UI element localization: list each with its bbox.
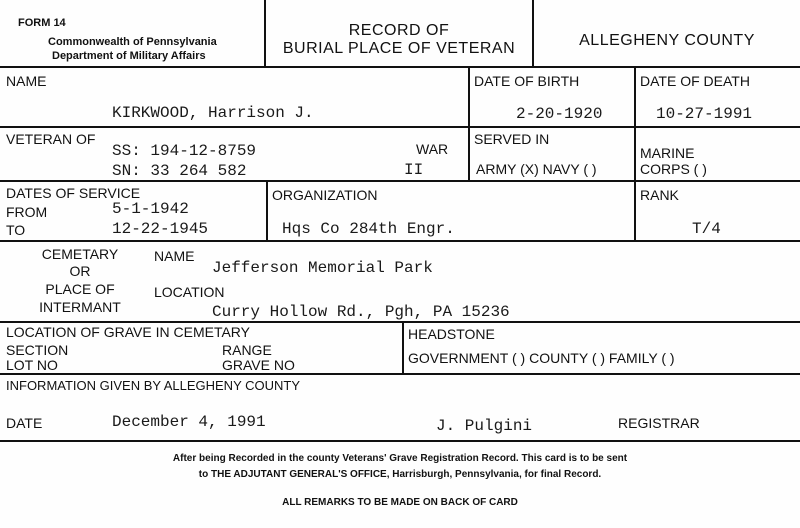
service-to-date: 12-22-1945 bbox=[112, 220, 209, 238]
cemetery-side-label-1: CEMETARY bbox=[41, 246, 119, 262]
rank-value: T/4 bbox=[692, 220, 721, 238]
divider-veteran bbox=[0, 180, 800, 182]
form-title-line-2: BURIAL PLACE OF VETERAN bbox=[282, 40, 516, 57]
organization-label: ORGANIZATION bbox=[272, 187, 378, 203]
info-given-label: INFORMATION GIVEN BY ALLEGHENY COUNTY bbox=[6, 378, 301, 393]
dod-label: DATE OF DEATH bbox=[640, 73, 750, 89]
footer-remarks: ALL REMARKS TO BE MADE ON BACK OF CARD bbox=[282, 497, 518, 508]
sn-number: SN: 33 264 582 bbox=[112, 162, 247, 180]
cemetery-name-value: Jefferson Memorial Park bbox=[212, 259, 433, 277]
cemetery-side-label-4: INTERMANT bbox=[39, 299, 121, 315]
vdivider-service bbox=[266, 180, 268, 240]
ss-number: SS: 194-12-8759 bbox=[112, 142, 257, 160]
range-label: RANGE bbox=[222, 342, 272, 358]
to-label: TO bbox=[6, 222, 26, 238]
registrar-name: J. Pulgini bbox=[436, 417, 533, 435]
dob-label: DATE OF BIRTH bbox=[474, 73, 580, 89]
divider-header bbox=[0, 66, 800, 68]
form-number: FORM 14 bbox=[18, 17, 66, 29]
date-value: December 4, 1991 bbox=[112, 413, 266, 431]
from-label: FROM bbox=[6, 204, 48, 220]
divider-cemetery bbox=[0, 321, 800, 323]
veteran-name: KIRKWOOD, Harrison J. bbox=[112, 104, 314, 122]
veteran-of-label: VETERAN OF bbox=[6, 131, 96, 147]
agency-line-2: Department of Military Affairs bbox=[52, 50, 206, 62]
lot-label: LOT NO bbox=[6, 357, 58, 373]
cemetery-location-label: LOCATION bbox=[154, 284, 225, 300]
cemetery-side-label-3: PLACE OF bbox=[45, 281, 115, 297]
divider-grave bbox=[0, 373, 800, 375]
dob-value: 2-20-1920 bbox=[516, 105, 603, 123]
cemetery-location-value: Curry Hollow Rd., Pgh, PA 15236 bbox=[212, 303, 510, 321]
war-label: WAR bbox=[416, 141, 449, 157]
cemetery-side-label-2: OR bbox=[69, 263, 91, 279]
vdivider-header-2 bbox=[532, 0, 534, 66]
war-value: II bbox=[404, 161, 424, 179]
name-label: NAME bbox=[6, 73, 47, 89]
headstone-options: GOVERNMENT ( ) COUNTY ( ) FAMILY ( ) bbox=[408, 350, 675, 366]
cemetery-name-label: NAME bbox=[154, 248, 195, 264]
marine-corps-checkbox: CORPS ( ) bbox=[640, 161, 707, 177]
dod-value: 10-27-1991 bbox=[656, 105, 753, 123]
marine-label: MARINE bbox=[640, 145, 695, 161]
divider-info bbox=[0, 440, 800, 442]
agency-line-1: Commonwealth of Pennsylvania bbox=[48, 36, 217, 48]
vdivider-name-2 bbox=[634, 66, 636, 240]
form-title-line-1: RECORD OF bbox=[348, 22, 450, 39]
service-from-date: 5-1-1942 bbox=[112, 200, 189, 218]
divider-name bbox=[0, 126, 800, 128]
divider-service bbox=[0, 240, 800, 242]
registrar-label: REGISTRAR bbox=[618, 415, 700, 431]
section-label: SECTION bbox=[6, 342, 69, 358]
served-in-label: SERVED IN bbox=[474, 131, 550, 147]
army-navy-checkboxes: ARMY (X) NAVY ( ) bbox=[476, 161, 597, 177]
dates-of-service-label: DATES OF SERVICE bbox=[6, 185, 141, 201]
footer-instruction-1: After being Recorded in the county Veterans' Grave Registration Record. This card is to be sent bbox=[172, 453, 628, 464]
vdivider-grave bbox=[402, 321, 404, 373]
grave-location-label: LOCATION OF GRAVE IN CEMETARY bbox=[6, 324, 250, 340]
date-label: DATE bbox=[6, 415, 43, 431]
county-title: ALLEGHENY COUNTY bbox=[579, 32, 755, 49]
rank-label: RANK bbox=[640, 187, 679, 203]
organization-value: Hqs Co 284th Engr. bbox=[282, 220, 455, 238]
vdivider-name-1 bbox=[468, 66, 470, 180]
footer-instruction-2: to THE ADJUTANT GENERAL'S OFFICE, Harrisburgh, Pennsylvania, for final Record. bbox=[198, 469, 602, 480]
grave-no-label: GRAVE NO bbox=[222, 357, 295, 373]
headstone-label: HEADSTONE bbox=[408, 326, 495, 342]
